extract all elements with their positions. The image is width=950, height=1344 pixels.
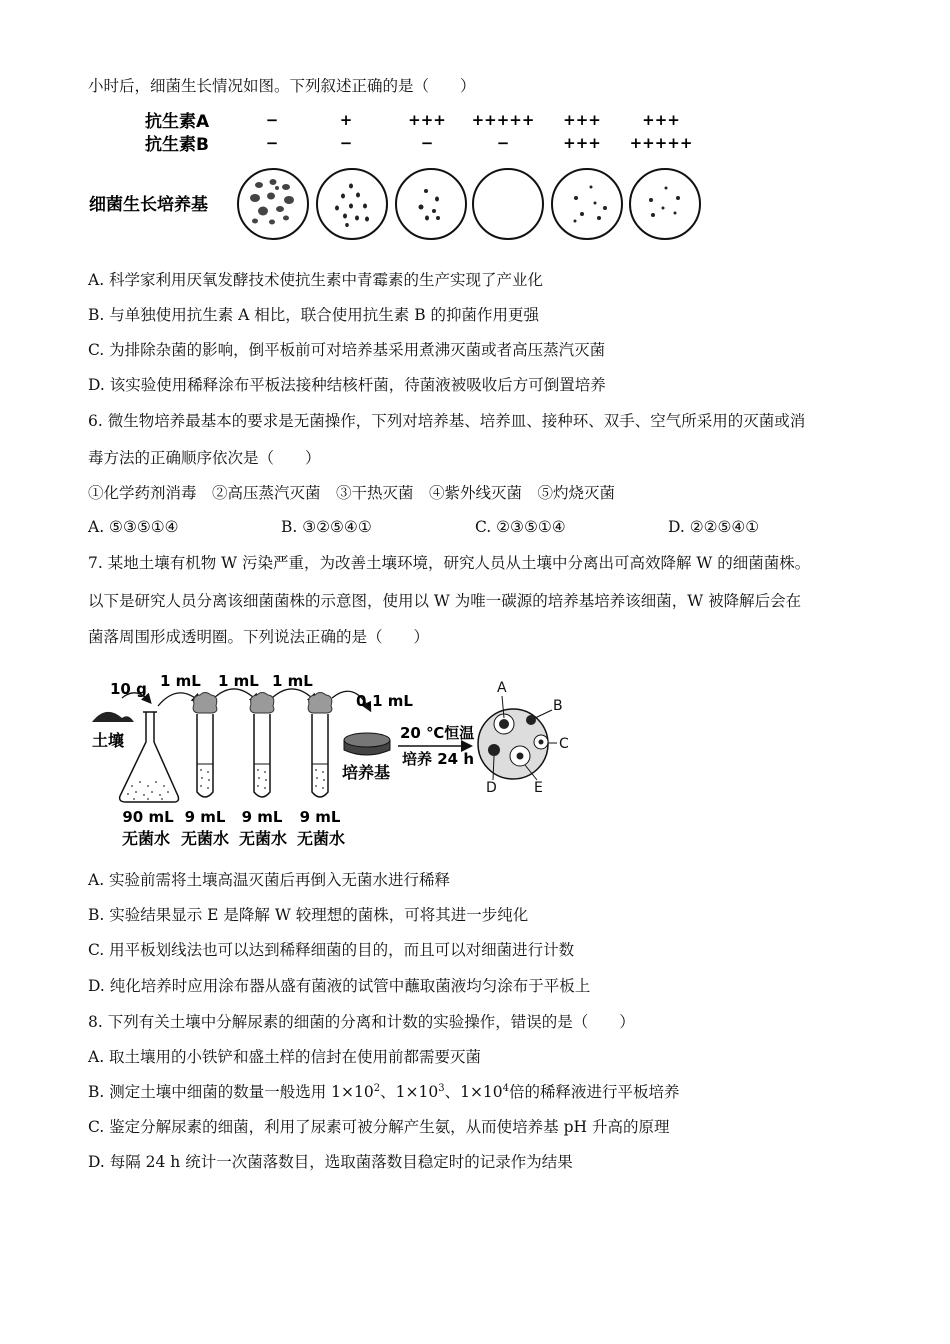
- sterile-water-4: 无菌水: [296, 829, 346, 848]
- q8-option-d: D. 每隔 24 h 统计一次菌落数目，选取菌落数目稳定时的记录作为结果: [88, 1153, 573, 1171]
- q6-options-row: [88, 516, 868, 538]
- culture-dish-1: [238, 169, 308, 239]
- colony-label-b: B: [553, 698, 563, 714]
- a-level-2: +: [339, 111, 353, 129]
- soil-mass-label: 10 g: [110, 680, 147, 698]
- q8-exp-2: 3: [438, 1082, 445, 1094]
- antibiotic-b-label: 抗生素B: [145, 135, 209, 155]
- colony-label-e: E: [534, 780, 543, 796]
- b-level-1: −: [265, 134, 279, 152]
- q5-option-a: A. 科学家利用厌氧发酵技术使抗生素中青霉素的生产实现了产业化: [88, 271, 544, 289]
- colony-b: [526, 715, 536, 725]
- q7-option-c: C. 用平板划线法也可以达到稀释细菌的目的，而且可以对细菌进行计数: [88, 941, 575, 959]
- transfer-volume-3: 1 mL: [272, 672, 313, 690]
- q5-option-c: C. 为排除杂菌的影响，倒平板前可对培养基采用煮沸灭菌或者高压蒸汽灭菌: [88, 341, 606, 359]
- transfer-volume-2: 1 mL: [218, 672, 259, 690]
- test-tube-3: [308, 693, 332, 798]
- q6-option-c: C. ②③⑤①④: [475, 518, 566, 536]
- culture-dish-3: [396, 169, 466, 239]
- dish-row-label: 细菌生长培养基: [89, 195, 208, 215]
- q8-option-c: C. 鉴定分解尿素的细菌，利用了尿素可被分解产生氨，从而使培养基 pH 升高的原理: [88, 1118, 670, 1136]
- colony-label-a: A: [497, 680, 507, 696]
- medium-plate: [344, 733, 390, 755]
- flask: [120, 712, 179, 802]
- culture-dish-4: [473, 169, 543, 239]
- flask-volume: 90 mL: [122, 808, 174, 826]
- q6-option-a: A. ⑤③⑤①④: [88, 518, 179, 536]
- q6-option-b: B. ③②⑤④①: [281, 518, 372, 536]
- medium-label: 培养基: [342, 763, 391, 782]
- q8-option-a: A. 取土壤用的小铁铲和盛土样的信封在使用前都需要灭菌: [88, 1048, 482, 1066]
- q7-stem-line2: 以下是研究人员分离该细菌菌株的示意图，使用以 W 为唯一碳源的培养基培养该细菌，W 被降解后会在: [88, 592, 802, 610]
- b-level-4: −: [496, 134, 510, 152]
- a-level-5: +++: [563, 111, 601, 129]
- q6-methods: ①化学药剂消毒 ②高压蒸汽灭菌 ③干热灭菌 ④紫外线灭菌 ⑤灼烧灭菌: [88, 484, 616, 502]
- a-level-6: +++: [642, 111, 680, 129]
- antibiotic-a-label: 抗生素A: [145, 112, 210, 132]
- b-level-3: −: [420, 134, 434, 152]
- q8-exp-3: 4: [502, 1082, 510, 1094]
- test-tube-1: [193, 693, 217, 798]
- q7-option-d: D. 纯化培养时应用涂布器从盛有菌液的试管中蘸取菌液均匀涂布于平板上: [88, 977, 591, 995]
- q8-option-b-post: 倍的稀释液进行平板培养: [509, 1083, 680, 1101]
- tube-volume-1: 9 mL: [184, 808, 226, 826]
- colony-label-d: D: [486, 780, 497, 796]
- q7-stem-line1: 7. 某地土壤有机物 W 污染严重，为改善土壤环境，研究人员从土壤中分离出可高效降解 W 的细菌菌株。: [88, 554, 811, 572]
- q6-stem-line1: 6. 微生物培养最基本的要求是无菌操作，下列对培养基、培养皿、接种环、双手、空气所采用的灭菌或消: [88, 412, 806, 430]
- spread-volume: 0.1 mL: [356, 692, 413, 710]
- tube-volume-3: 9 mL: [299, 808, 341, 826]
- q5-option-b: B. 与单独使用抗生素 A 相比，联合使用抗生素 B 的抑菌作用更强: [88, 306, 540, 324]
- a-level-1: −: [265, 111, 279, 129]
- result-plate: [478, 709, 548, 779]
- colony-label-c: C: [559, 736, 569, 752]
- a-level-3: +++: [408, 111, 446, 129]
- soil-pile: [92, 712, 134, 722]
- q8-stem: 8. 下列有关土壤中分解尿素的细菌的分离和计数的实验操作，错误的是（ ）: [88, 1013, 635, 1031]
- q7-option-b: B. 实验结果显示 E 是降解 W 较理想的菌株，可将其进一步纯化: [88, 906, 529, 924]
- a-level-4: +++++: [471, 111, 535, 129]
- q8-option-b: [88, 1081, 680, 1103]
- q6-stem-line2: 毒方法的正确顺序依次是（ ）: [88, 449, 321, 467]
- sterile-water-2: 无菌水: [180, 829, 230, 848]
- q8-option-b-sep2: 、1×10: [444, 1083, 503, 1101]
- q7-option-a: A. 实验前需将土壤高温灭菌后再倒入无菌水进行稀释: [88, 871, 451, 889]
- q7-stem-line3: 菌落周围形成透明圈。下列说法正确的是（ ）: [88, 628, 430, 646]
- q6-option-d: D. ②②⑤④①: [668, 518, 760, 536]
- culture-dish-5: [552, 169, 622, 239]
- dilution-diagram: [88, 668, 588, 850]
- incubation-temp: 20 ℃恒温: [400, 724, 475, 742]
- sterile-water-3: 无菌水: [238, 829, 288, 848]
- transfer-volume-1: 1 mL: [160, 672, 201, 690]
- b-level-5: +++: [563, 134, 601, 152]
- incubation-time: 培养 24 h: [402, 750, 474, 768]
- intro-text: 小时后，细菌生长情况如图。下列叙述正确的是（ ）: [88, 77, 476, 95]
- q8-exp-1: 2: [373, 1082, 381, 1094]
- colony-d: [488, 744, 500, 756]
- b-level-2: −: [339, 134, 353, 152]
- culture-dish-6: [630, 169, 700, 239]
- soil-label: 土壤: [92, 731, 125, 750]
- antibiotic-figure: [85, 108, 715, 244]
- q8-option-b-sep1: 、1×10: [380, 1083, 439, 1101]
- b-level-6: +++++: [629, 134, 693, 152]
- test-tube-2: [250, 693, 274, 798]
- q8-option-b-pre: B. 测定土壤中细菌的数量一般选用 1×10: [88, 1083, 374, 1101]
- culture-dish-2: [317, 169, 387, 239]
- tube-volume-2: 9 mL: [241, 808, 283, 826]
- q5-option-d: D. 该实验使用稀释涂布平板法接种结核杆菌，待菌液被吸收后方可倒置培养: [88, 376, 606, 394]
- sterile-water-1: 无菌水: [121, 829, 171, 848]
